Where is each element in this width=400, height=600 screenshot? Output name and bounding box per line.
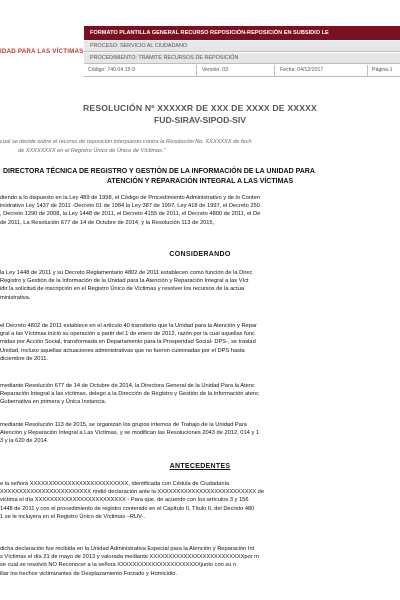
paragraph-line: diendo a lo dispuesto en la Ley 489 de 1998, el Código de Procedimiento Administrativo y de lo Conten [0, 195, 260, 201]
date-field: Fecha: 04/12/2017 [280, 67, 324, 73]
header-table [84, 26, 400, 84]
paragraph-line: el Decreto 4802 de 2011 establece en el artículo 40 transitorio que la Unidad para la Atención y Repar [0, 323, 257, 329]
meta-row [84, 65, 400, 77]
paragraph-line: e la señora XXXXXXXXXXXXXXXXXXXXXXXXXX, identificada con Cédula de Ciudadanía [0, 481, 230, 487]
divider [196, 65, 197, 76]
paragraph-line: 1448 de 2011 y con el procedimiento de registro contenido en el Capítulo II, Título II, del Decreto 480 [0, 505, 255, 512]
paragraph-line: de 2011, La Resolución 677 de 14 de Octubre de 2014, y la Resolución 113 de 2015, [0, 219, 215, 226]
resolution-subtitle: FUD-SIRAV-SIPOD-SIV [154, 115, 246, 125]
page-field: Página 1 [372, 67, 393, 73]
summary-line: de XXXXXXXX en el Registro Único de Único de Víctimas." [18, 148, 166, 154]
paragraph-line: XXXXXXXXXXXXXXXXXXXXXXXX rindió declaración ante la XXXXXXXXXXXXXXXXXXXXXXXXXX de [0, 489, 264, 496]
process-field: PROCESO: SERVICIO AL CIUDADANO [84, 41, 400, 52]
paragraph-line: idir la solicitud de inscripción en el Registro Único de Víctimas y resolver los recursos de la actua [0, 286, 245, 293]
considerando-paragraph [0, 421, 400, 446]
paragraph-line: Registro y Gestión de la Información de la Unidad para la Atención y Reparación Integral a las Víct [0, 278, 249, 285]
director-line: ATENCIÓN Y REPARACIÓN INTEGRAL A LAS VÍCTIMAS [106, 178, 294, 185]
resolution-title: RESOLUCIÓN Nº XXXXXR DE XXX DE XXXX DE XXXXX [82, 103, 317, 113]
paragraph-line: inistrativo Ley 1437 de 2011 -Decreto 01 de 1984 la Ley 387 de 1997, Ley 418 de 1997, el Decreto 250 [0, 203, 260, 210]
paragraph-line: midas por Acción Social, transformada en Departamento para la Prosperidad Social- DPS-, se traslad [0, 339, 256, 346]
divider [367, 65, 368, 76]
paragraph-line: , Decreto 1290 de 2008, la Ley 1448 de 2011, el Decreto 4155 de 2011, el Decreto 4800 de 2011, el De [0, 211, 261, 218]
antecedentes-paragraph [0, 480, 400, 521]
paragraph-line: s Víctimas el día 21 de mayo de 2013 y valorada mediante XXXXXXXXXXXXXXXXXXXXXXXXXpor m [0, 554, 259, 561]
paragraph-line: Reparación Integral a las víctimas, delego a la Dirección de Registro y Gestión de la Información atenc [0, 391, 259, 398]
paragraph-line: diciembre de 2011. [0, 355, 48, 362]
paragraph-line: Gubernativa en primera y Única Instancia. [0, 399, 107, 406]
director-line: DIRECTORA TÉCNICA DE REGISTRO Y GESTIÓN DE LA INFORMACIÓN DE LA UNIDAD PARA [3, 168, 315, 175]
paragraph-line: mediante Resolución 113 de 2015, se organizan los grupos internos de Trabajo de la Unidad Para [0, 422, 247, 428]
paragraph-line: mediante Resolución 677 de 14 de Octubre de 2014, la Directora General de la Unidad Para la Atenc [0, 383, 255, 389]
paragraph-line: 1 se le incluyera en el Registro Único de Víctimas –RUV-. [0, 513, 146, 520]
document-header [0, 26, 400, 84]
summary-line: cual se decide sobre el recurso de reposición interpuesto contra la Resolución No. XXXXXXX de fech [0, 139, 252, 145]
paragraph-line: dicha declaración fue recibida en la Unidad Administrativa Especial para la Atención y Reparación Int [0, 546, 255, 552]
divider [274, 65, 275, 76]
intro-paragraph [0, 194, 400, 227]
paragraph-line: ministrativa. [0, 294, 31, 301]
paragraph-line: la Ley 1448 de 2011 y su Decreto Reglamentario 4802 de 2011 establecen como función de la Direc [0, 270, 253, 276]
considerando-heading: CONSIDERANDO [169, 251, 231, 258]
considerando-paragraph [0, 322, 400, 363]
antecedentes-paragraph [0, 545, 400, 578]
considerando-paragraph [0, 269, 400, 302]
paragraph-line: iliar los hechos victimizantes de Desplazamiento Forzado y Homicidio. [0, 570, 178, 577]
paragraph-line: Atención y Reparación Integral a Las Víctimas, y se modifican las Resoluciones 2043 de 2012, 014 y 1 [0, 430, 259, 437]
logo-text: IDAD PARA LAS VÍCTIMAS [0, 48, 84, 55]
paragraph-line: gral a las Víctimas inició su operación a partir del 1 de enero de 2012, razón por la cual aquellas func [0, 331, 255, 338]
paragraph-line: se cual se resolvió NO Reconocer a la señora XXXXXXXXXXXXXXXXXXXXXXjunto con su n [0, 562, 237, 569]
resolution-summary [0, 138, 400, 156]
procedure-field: PROCEDIMIENTO: TRAMITE RECURSOS DE REPOSICIÓN [84, 53, 400, 64]
director-heading [0, 167, 400, 187]
antecedentes-heading: ANTECEDENTES [169, 463, 231, 470]
version-field: Versión: 03 [202, 67, 228, 73]
format-title: FORMATO PLANTILLA GENERAL RECURSO REPOSICIÓN-REPOSICIÓN EN SUBSIDIO LE [84, 26, 400, 40]
paragraph-line: 3 y la 620 de 2014. [0, 438, 49, 445]
paragraph-line: Unidad, incluso aquellas actuaciones administrativas que no fueron culminadas por el DPS hasta [0, 347, 245, 354]
unidad-victimas-logo [0, 34, 84, 64]
considerando-paragraph [0, 382, 400, 407]
code-field: Código: 740.04.15-9 [88, 67, 136, 73]
paragraph-line: victima el día XXXXXXXXXXXXXXXXXXXXXXXX - Para que, de acuerdo con los artículos 3 y 156 [0, 497, 249, 504]
